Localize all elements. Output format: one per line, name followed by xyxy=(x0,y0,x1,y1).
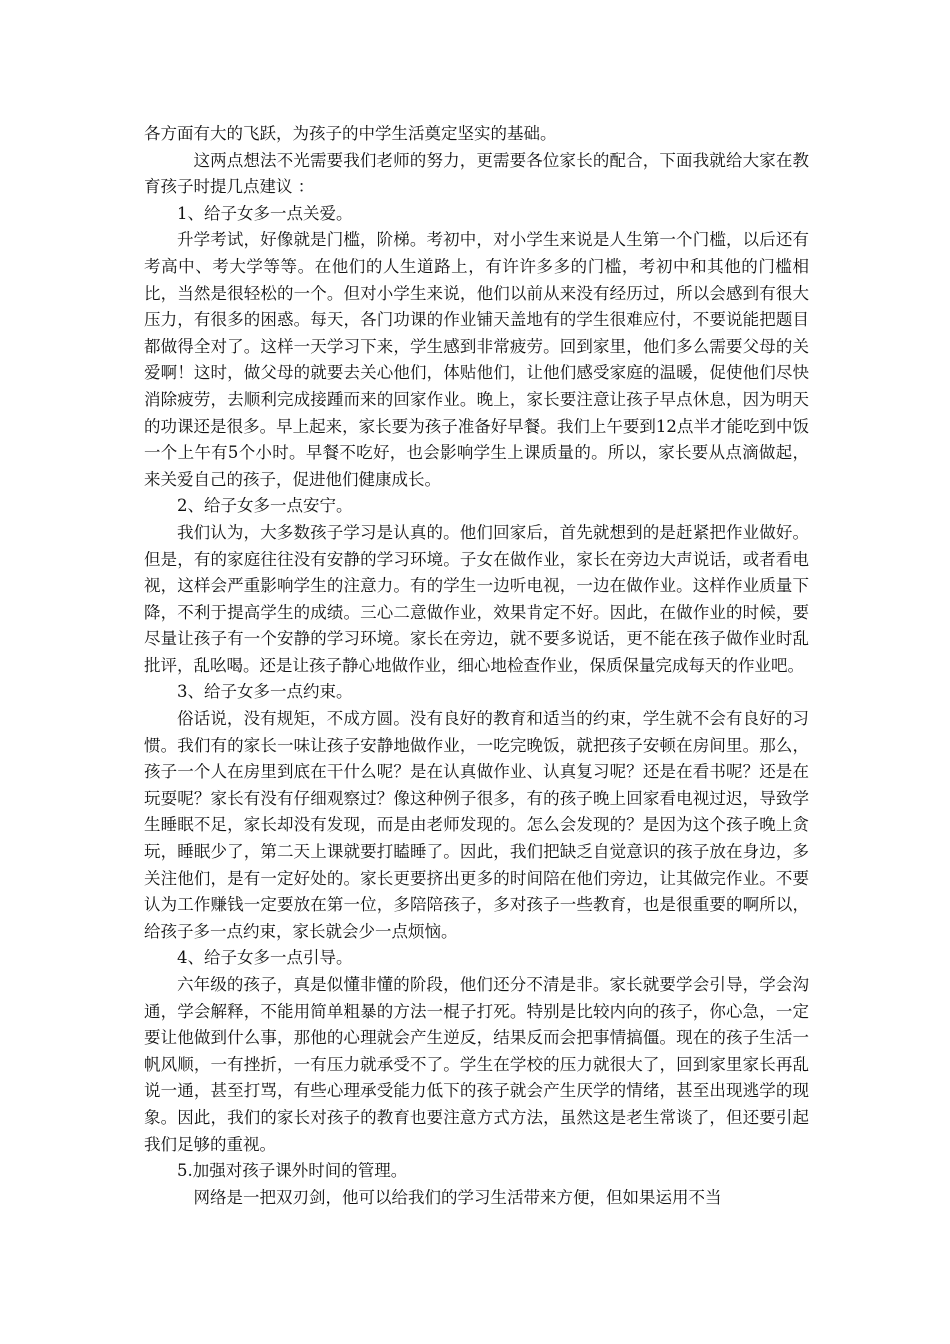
paragraph-intro: 这两点想法不光需要我们老师的努力，更需要各位家长的配合，下面我就给大家在教育孩子时提几点建议 ： xyxy=(144,150,809,197)
paragraph-section-3: 俗话说，没有规矩，不成方圆。没有良好的教育和适当的约束，学生就不会有良好的习惯。我们有的家长一味让孩子安静地做作业，一吃完晚饭，就把孩子安顿在房间里。那么，孩子一个人在房里到底在干什么呢？是在认真做作业、认真复习呢？还是在看书呢？还是在玩耍呢？家长有没有仔细观察过？像这种例子很多，有的孩子晚上回家看电视过迟，导致学生睡眠不足，家长却没有发现，而是由老师发现的。怎么会发现的？是因为这个孩子晚上贪玩，睡眠少了，第二天上课就要打瞌睡了。因此，我们把缺乏自觉意识的孩子放在身边，多关注他们，是有一定好处的。家长更要挤出更多的时间陪在他们旁边，让其做完作业。不要认为工作赚钱一定要放在第一位，多陪陪孩子，多对孩子一些教育，也是很重要的啊所以，给孩子多一点约束，家长就会少一点烦恼。 xyxy=(144,709,809,941)
paragraph-section-2: 我们认为，大多数孩子学习是认真的。他们回家后，首先就想到的是赶紧把作业做好。但是，有的家庭往往没有安静的学习环境。子女在做作业，家长在旁边大声说话，或者看电视，这样会严重影响学生的注意力。有的学生一边听电视，一边在做作业。这样作业质量下降，不利于提高学生的成绩。三心二意做作业，效果肯定不好。因此，在做作业的时候，要尽量让孩子有一个安静的学习环境。家长在旁边，就不要多说话，更不能在孩子做作业时乱批评，乱吆喝。还是让孩子静心地做作业，细心地检查作业，保质保量完成每天的作业吧。 xyxy=(144,522,809,675)
paragraph-section-4: 六年级的孩子，真是似懂非懂的阶段，他们还分不清是非。家长就要学会引导，学会沟通，学会解释，不能用简单粗暴的方法一棍子打死。特别是比较内向的孩子，你心急，一定要让他做到什么事，那他的心理就会产生逆反，结果反而会把事情搞僵。现在的孩子生活一帆风顺，一有挫折，一有压力就承受不了。学生在学校的压力就很大了，回到家里家长再乱说一通，甚至打骂，有些心理承受能力低下的孩子就会产生厌学的情绪，甚至出现逃学的现象。因此，我们的家长对孩子的教育也要注意方式方法，虽然这是老生常谈了，但还要引起我们足够的重视。 xyxy=(144,975,809,1154)
section-heading-1: 1、给子女多一点关爱。 xyxy=(177,203,353,223)
paragraph-continuation: 各方面有大的飞跃，为孩子的中学生活奠定坚实的基础。 xyxy=(144,124,557,143)
section-heading-3: 3、给子女多一点约束。 xyxy=(177,682,353,702)
section-heading-4: 4、给子女多一点引导。 xyxy=(177,948,353,968)
document-body xyxy=(144,121,809,1211)
section-heading-5: 5.加强对孩子课外时间的管理。 xyxy=(177,1161,408,1181)
paragraph-section-5: 网络是一把双刃剑，他可以给我们的学习生活带来方便，但如果运用不当 xyxy=(193,1187,722,1207)
section-heading-2: 2、给子女多一点安宁。 xyxy=(177,496,353,516)
paragraph-section-1: 升学考试，好像就是门槛，阶梯。考初中，对小学生来说是人生第一个门槛，以后还有考高中、考大学等等。在他们的人生道路上，有许许多多的门槛，考初中和其他的门槛相比，当然是很轻松的一个。但对小学生来说，他们以前从来没有经历过，所以会感到有很大压力，有很多的困惑。每天，各门功课的作业铺天盖地有的学生很难应付，不要说能把题目都做得全对了。这样一天学习下来，学生感到非常疲劳。回到家里，他们多么需要父母的关爱啊！这时，做父母的就要去关心他们，体贴他们，让他们感受家庭的温暖，促使他们尽快消除疲劳，去顺利完成接踵而来的回家作业。晚上，家长要注意让孩子早点休息，因为明天的功课还是很多。早上起来，家长要为孩子准备好早餐。我们上午要到12点半才能吃到中饭一个上午有5个小时。早餐不吃好，也会影响学生上课质量的。所以，家长要从点滴做起，来关爱自己的孩子，促进他们健康成长。 xyxy=(144,230,809,489)
